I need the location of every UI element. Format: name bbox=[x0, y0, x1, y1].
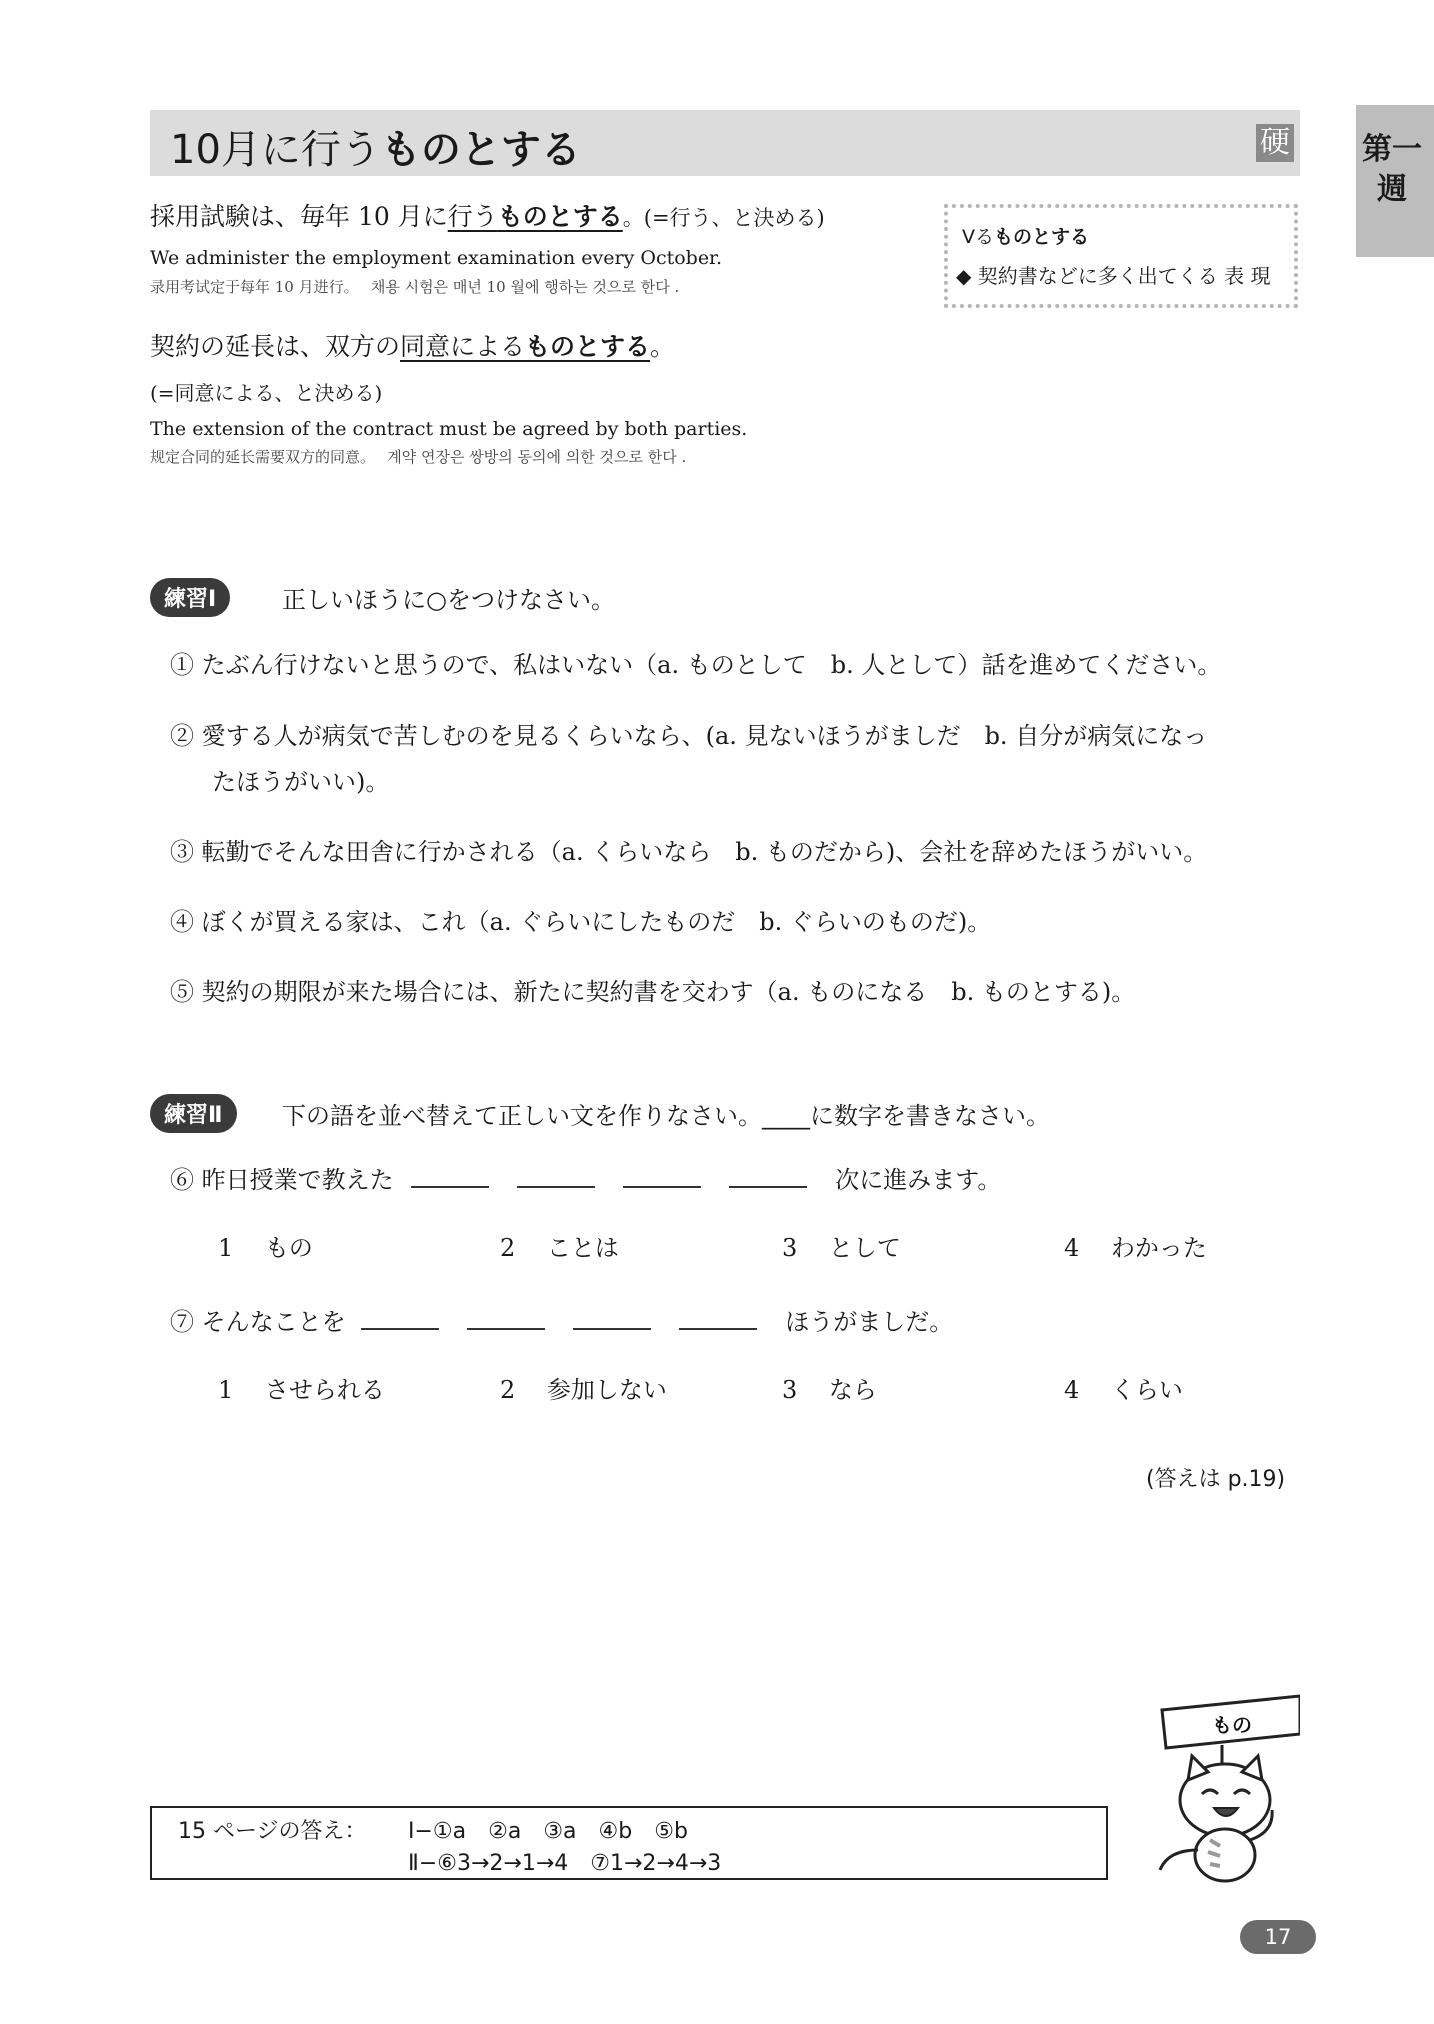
previous-answers-line1: Ⅰ−①a ②a ③a ④b ⑤b bbox=[408, 1819, 688, 1844]
usage-note-box bbox=[944, 204, 1298, 308]
usage-note-title: Vるものとする bbox=[962, 226, 1090, 248]
answer-blank[interactable] bbox=[411, 1164, 489, 1188]
answer-blank[interactable] bbox=[729, 1164, 807, 1188]
page-title: 10月に行うものとする bbox=[170, 127, 581, 173]
answer-blank[interactable] bbox=[467, 1306, 545, 1330]
week-tab-label: 第一週 bbox=[1362, 132, 1422, 207]
sign-text: もの bbox=[1212, 1713, 1252, 1737]
exercise2-badge: 練習Ⅱ bbox=[150, 1094, 237, 1133]
exercise1-item-4: ④ ぼくが買える家は、これ（a. ぐらいにしたものだ b. ぐらいのものだ)。 bbox=[170, 908, 992, 936]
q6-option-3: 3 として bbox=[782, 1234, 901, 1262]
cat-mascot-illustration bbox=[1150, 1690, 1300, 1885]
example1-translations: 录用考试定于每年 10 月进行。 채용 시험은 매년 10 월에 행하는 것으로 한다 . bbox=[150, 278, 680, 296]
q7-option-2: 2 参加しない bbox=[500, 1376, 667, 1404]
answer-reference: (答えは p.19) bbox=[1146, 1467, 1286, 1492]
exercise2-question-7: ⑦ そんなことを ほうがましだ。 bbox=[170, 1308, 954, 1336]
example2-english: The extension of the contract must be agreed by both parties. bbox=[150, 418, 748, 440]
page-number: 17 bbox=[1240, 1920, 1316, 1954]
exercise1-item-3: ③ 転勤でそんな田舎に行かされる（a. くらいなら b. ものだから)、会社を辞めたほうがいい。 bbox=[170, 838, 1208, 866]
exercise1-item-2: ② 愛する人が病気で苦しむのを見るくらいなら、(a. 見ないほうがましだ b. 自分が病気になっ bbox=[170, 722, 1208, 750]
example1-sentence: 採用試験は、毎年 10 月に行うものとする。(=行う、と決める) bbox=[150, 202, 825, 231]
exercise2-instruction: 下の語を並べ替えて正しい文を作りなさい。____に数字を書きなさい。 bbox=[282, 1102, 1050, 1130]
answer-blank[interactable] bbox=[361, 1306, 439, 1330]
example2-gloss: (=同意による、と決める) bbox=[150, 381, 383, 405]
answer-blank[interactable] bbox=[517, 1164, 595, 1188]
usage-note-item: ◆ 契約書などに多く出てくる 表 現 bbox=[956, 264, 1271, 288]
q7-option-4: 4 くらい bbox=[1064, 1376, 1183, 1404]
exercise1-instruction: 正しいほうに○をつけなさい。 bbox=[282, 586, 615, 614]
formality-badge: 硬 bbox=[1256, 124, 1294, 162]
exercise2-question-6: ⑥ 昨日授業で教えた 次に進みます。 bbox=[170, 1166, 1002, 1194]
q7-option-3: 3 なら bbox=[782, 1376, 877, 1404]
example2-sentence: 契約の延長は、双方の同意によるものとする。 bbox=[150, 332, 676, 361]
example1-english: We administer the employment examination every October. bbox=[150, 247, 723, 269]
exercise1-badge: 練習Ⅰ bbox=[150, 578, 230, 617]
answer-blank[interactable] bbox=[679, 1306, 757, 1330]
previous-answers-line2: Ⅱ−⑥3→2→1→4 ⑦1→2→4→3 bbox=[408, 1851, 722, 1876]
exercise1-item-1: ① たぶん行けないと思うので、私はいない（a. ものとして b. 人として）話を進めてください。 bbox=[170, 651, 1222, 679]
previous-answers-label: 15 ページの答え： bbox=[178, 1819, 367, 1844]
q6-option-1: 1 もの bbox=[218, 1234, 313, 1262]
q6-option-2: 2 ことは bbox=[500, 1234, 619, 1262]
example2-translations: 规定合同的延长需要双方的同意。 계약 연장은 쌍방의 동의에 의한 것으로 한다 . bbox=[150, 448, 687, 466]
answer-blank[interactable] bbox=[573, 1306, 651, 1330]
exercise1-item-5: ⑤ 契約の期限が来た場合には、新たに契約書を交わす（a. ものになる b. ものとする)。 bbox=[170, 978, 1136, 1006]
answer-blank[interactable] bbox=[623, 1164, 701, 1188]
q6-option-4: 4 わかった bbox=[1064, 1234, 1207, 1262]
exercise1-item-2-cont: たほうがいい)。 bbox=[212, 768, 390, 796]
q7-option-1: 1 させられる bbox=[218, 1376, 385, 1404]
